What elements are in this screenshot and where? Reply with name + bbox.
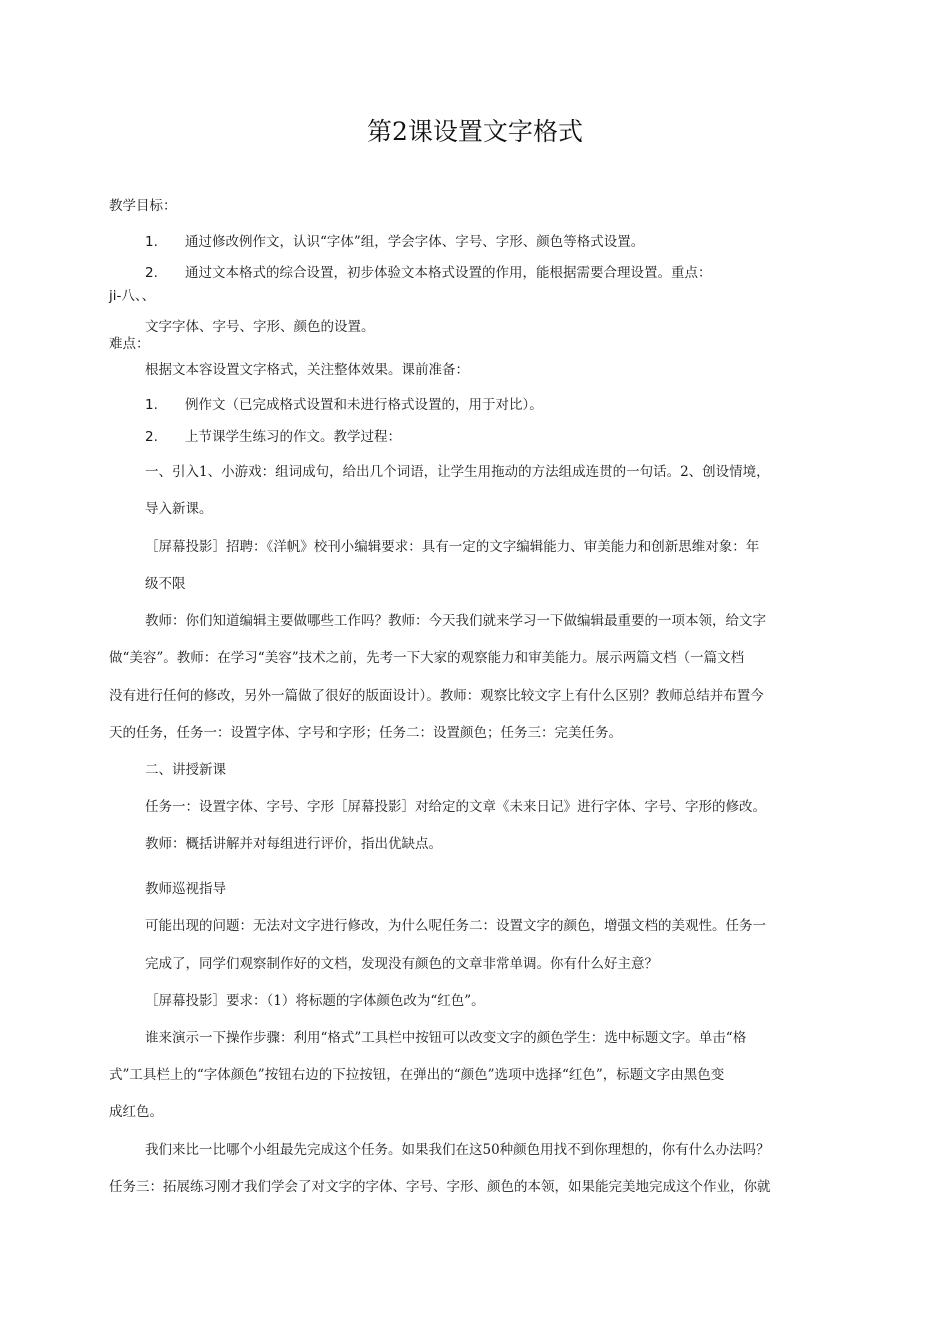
list-text: 例作文（已完成格式设置和未进行格式设置的，用于对比）。 <box>185 397 543 413</box>
paragraph-demo-line: 谁来演示一下操作步骤：利用“格式”工具栏中按钮可以改变文字的颜色学生：选中标题文字。单击“格 <box>145 1030 747 1046</box>
teacher-guide: 教师巡视指导 <box>145 881 226 897</box>
difficulty-heading: 难点： <box>109 336 150 352</box>
list-text: 通过修改例作文，认识“字体”组，学会字体、字号、字形、颜色等格式设置。 <box>185 234 645 250</box>
paragraph-problem-line: 可能出现的问题：无法对文字进行修改，为什么呢任务二：设置文字的颜色，增强文档的美观性。任务一 <box>145 918 766 934</box>
paragraph-compare-line: 我们来比一比哪个小组最先完成这个任务。如果我们在这50种颜色用找不到你理想的，你有什么办法吗？ <box>145 1142 770 1158</box>
task-one-text: 任务一：设置字体、字号、字形［屏幕投影］对给定的文章《未来日记》进行字体、字号、字形的修改。 <box>145 799 766 815</box>
paragraph-teacher-line: 天的任务，任务一：设置字体、字号和字形；任务二：设置颜色；任务三：完美任务。 <box>109 725 622 741</box>
paragraph-intro-line: 导入新课。 <box>145 501 213 517</box>
list-text: 上节课学生练习的作文。教学过程： <box>185 429 401 445</box>
difficulty-text: 根据文本容设置文字格式，关注整体效果。课前准备： <box>145 362 469 378</box>
paragraph-compare-line: 任务三：拓展练习刚才我们学会了对文字的字体、字号、字形、颜色的本领，如果能完美地完成这个作业，你就 <box>109 1179 771 1195</box>
list-text: 通过文本格式的综合设置，初步体验文本格式设置的作用，能根据需要合理设置。重点： <box>185 265 712 281</box>
paragraph-teacher-line: 教师：你们知道编辑主要做哪些工作吗？教师：今天我们就来学习一下做编辑最重要的一项本领，给文字 <box>145 613 766 629</box>
paragraph-demo-line: 成红色。 <box>109 1104 163 1120</box>
paragraph-teacher-line: 没有进行任何的修改，另外一篇做了很好的版面设计）。教师：观察比较文字上有什么区别？教师总结并布置今 <box>109 688 764 704</box>
paragraph-problem-line: 完成了，同学们观察制作好的文档，发现没有颜色的文章非常单调。你有什么好主意？ <box>145 956 658 972</box>
prep-item-1 <box>145 396 543 414</box>
paragraph-teacher-line: 做“美容”。教师：在学习“美容”技术之前，先考一下大家的观察能力和审美能力。展示两篇文档（一篇文档 <box>109 650 745 666</box>
section-heading: 二、讲授新课 <box>145 762 226 778</box>
prep-item-2 <box>145 428 401 446</box>
stray-text: ji-八、、 <box>109 288 156 304</box>
paragraph-recruit-line: ［屏幕投影］招聘：《洋帆》校刊小编辑要求：具有一定的文字编辑能力、审美能力和创新思维对象：年 <box>145 539 760 555</box>
list-number: 2. <box>145 265 158 281</box>
list-number: 1. <box>145 234 158 250</box>
objectives-heading: 教学目标： <box>109 198 177 214</box>
paragraph-recruit-line: 级不限 <box>145 576 186 592</box>
key-points: 文字字体、字号、字形、颜色的设置。 <box>145 319 375 335</box>
objective-item-2 <box>145 264 712 282</box>
objective-item-1 <box>145 233 644 251</box>
list-number: 1. <box>145 397 158 413</box>
paragraph-intro-line: 一、引入1、小游戏：组词成句，给出几个词语，让学生用拖动的方法组成连贯的一句话。2、创设情境， <box>145 464 770 480</box>
page-title: 第2课设置文字格式 <box>367 117 583 146</box>
paragraph-demo-line: 式”工具栏上的“字体颜色”按钮右边的下拉按钮，在弹出的“颜色”选项中选择“红色”，标题文字由黑色变 <box>109 1067 725 1083</box>
paragraph-requirement: ［屏幕投影］要求：（1）将标题的字体颜色改为“红色”。 <box>145 993 485 1009</box>
teacher-summary: 教师：概括讲解并对每组进行评价，指出优缺点。 <box>145 836 442 852</box>
list-number: 2. <box>145 429 158 445</box>
